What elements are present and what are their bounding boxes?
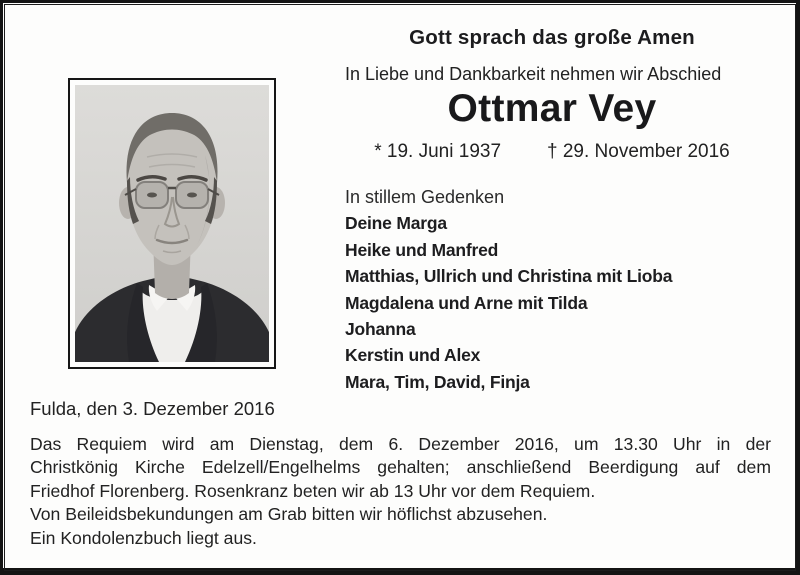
deceased-name: Ottmar Vey: [447, 87, 657, 130]
mourner-line: Magdalena und Arne mit Tilda: [345, 292, 588, 313]
requiem-line: Christkönig Kirche Edelzell/Engelhelms gehalten; anschließend Beerdigung auf dem: [30, 457, 771, 478]
funeral-details: [30, 433, 771, 550]
mourner-line: Matthias, Ullrich und Christina mit Lioba: [345, 266, 673, 287]
dateline: Fulda, den 3. Dezember 2016: [30, 398, 275, 419]
mourner-line: Deine Marga: [345, 213, 447, 234]
mourner-line: Johanna: [345, 319, 416, 340]
remembrance-block: [345, 184, 672, 395]
life-dates: [345, 141, 759, 163]
death-date: † 29. November 2016: [547, 141, 730, 162]
requiem-line: Das Requiem wird am Dienstag, dem 6. Dezember 2016, um 13.30 Uhr in der: [30, 434, 771, 454]
requiem-line: Friedhof Florenberg. Rosenkranz beten wir ab 13 Uhr vor dem Requiem.: [30, 480, 596, 501]
intro-line: In Liebe und Dankbarkeit nehmen wir Abschied: [345, 64, 722, 84]
epigraph: Gott sprach das große Amen: [409, 26, 695, 49]
remembrance-label: In stillem Gedenken: [345, 187, 505, 207]
mourner-line: Heike und Manfred: [345, 239, 499, 260]
mourner-line: Mara, Tim, David, Finja: [345, 371, 530, 392]
birth-date: * 19. Juni 1937: [374, 141, 502, 162]
mourner-line: Kerstin und Alex: [345, 345, 481, 366]
condolence-note: Von Beileidsbekundungen am Grab bitten wir höflichst abzusehen.: [30, 504, 548, 525]
announcement-column: [345, 0, 765, 400]
portrait-photo: [68, 78, 276, 369]
portrait-illustration: [75, 85, 269, 362]
condolence-book: Ein Kondolenzbuch liegt aus.: [30, 527, 257, 548]
